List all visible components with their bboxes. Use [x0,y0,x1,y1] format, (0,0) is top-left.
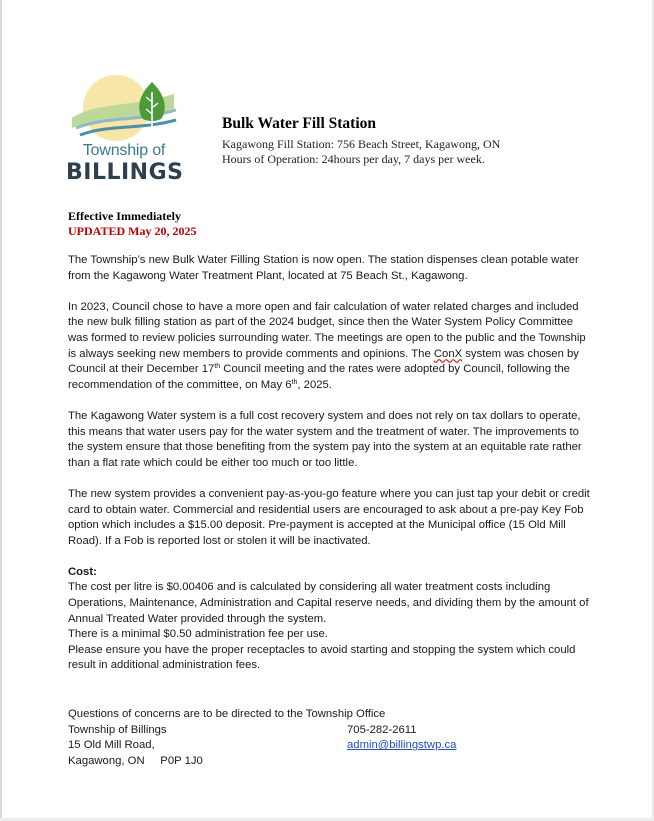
page-edge [0,0,2,821]
page-title: Bulk Water Fill Station [222,115,377,132]
cost-text: The cost per litre is $0.00406 and is calculated by considering all water treatment costs including Operations, Maintenance, Administration and Capital reserve needs, and dividing them by the amount of Annual Treated Water provided through the system. [68,581,589,625]
contact-block [68,707,548,769]
document-header [222,115,500,167]
logo-graphic-icon [66,72,182,144]
paragraph-text: system was chosen by Council at their December 17 [68,347,579,376]
contact-address: 15 Old Mill Road, [68,739,155,752]
contact-intro: Questions of concerns are to be directed to the Township Office [68,708,386,720]
paragraph: The Township’s new Bulk Water Filling Station is now open. The station dispenses clean potable water from the Kagawong Water Treatment Plant, located at 75 Beach St., Kagawong. [68,254,579,282]
contact-phone: 705-282-2611 [347,723,417,736]
paragraph [68,300,590,394]
paragraph: The Kagawong Water system is a full cost recovery system and does not rely on tax dollars to operate, this means that water users pay for the water system and the treatment of water. The improvements to the system ensure that those benefiting from the system pay into the system at an equitable rate rather than a flat rate which could be either too much or too little. [68,409,582,469]
email-link[interactable]: admin@billingstwp.ca [347,739,457,752]
cost-heading: Cost: [68,565,97,578]
logo-text: Township of [82,142,166,159]
updated-label: UPDATED May 20, 2025 [68,224,197,238]
paragraph: The new system provides a convenient pay-as-you-go feature where you can just tap your debit or credit card to obtain water. Commercial and residential users are encouraged to ask about a pre-pay Key Fob option which includes a $15.00 deposit. Pre-payment is accepted at the Municipal office (15 Old Mill Road). If a Fob is reported lost or stolen it will be inactivated. [68,487,590,547]
station-location: Kagawong Fill Station: 756 Beach Street, Kagawong, ON [222,137,501,151]
contact-city: Kagawong, ON P0P 1J0 [68,754,203,767]
contact-name: Township of Billings [68,723,167,736]
cost-section [68,565,590,674]
notice-block [68,209,196,239]
document-body [68,253,590,674]
township-logo [66,72,182,192]
paragraph-text: , 2025. [297,378,332,391]
cost-text: There is a minimal $0.50 administration fee per use. [68,628,328,641]
paragraph-text: Council meeting and the rates were adopted by Council, following the recommendation of the committee, on May 6 [68,363,570,391]
paragraph-text: In 2023, Council chose to have a more open and fair calculation of water related charges and included the new bulk filling station as part of the 2024 budget, since then the Water System Policy Committee was formed to review policies surrounding water. The meetings are open to the public and the Township is always seeking new members to provide comments and opinions. The [68,300,586,360]
superscript: th [291,378,298,386]
effective-label: Effective Immediately [68,209,181,223]
superscript: th [214,363,221,371]
logo-text: BILLINGS [66,160,184,185]
cost-text: Please ensure you have the proper receptacles to avoid starting and stopping the system which could result in additional administration fees. [68,643,576,672]
spellcheck-word: ConX [433,347,463,360]
operating-hours: Hours of Operation: 24hours per day, 7 days per week. [222,152,485,166]
